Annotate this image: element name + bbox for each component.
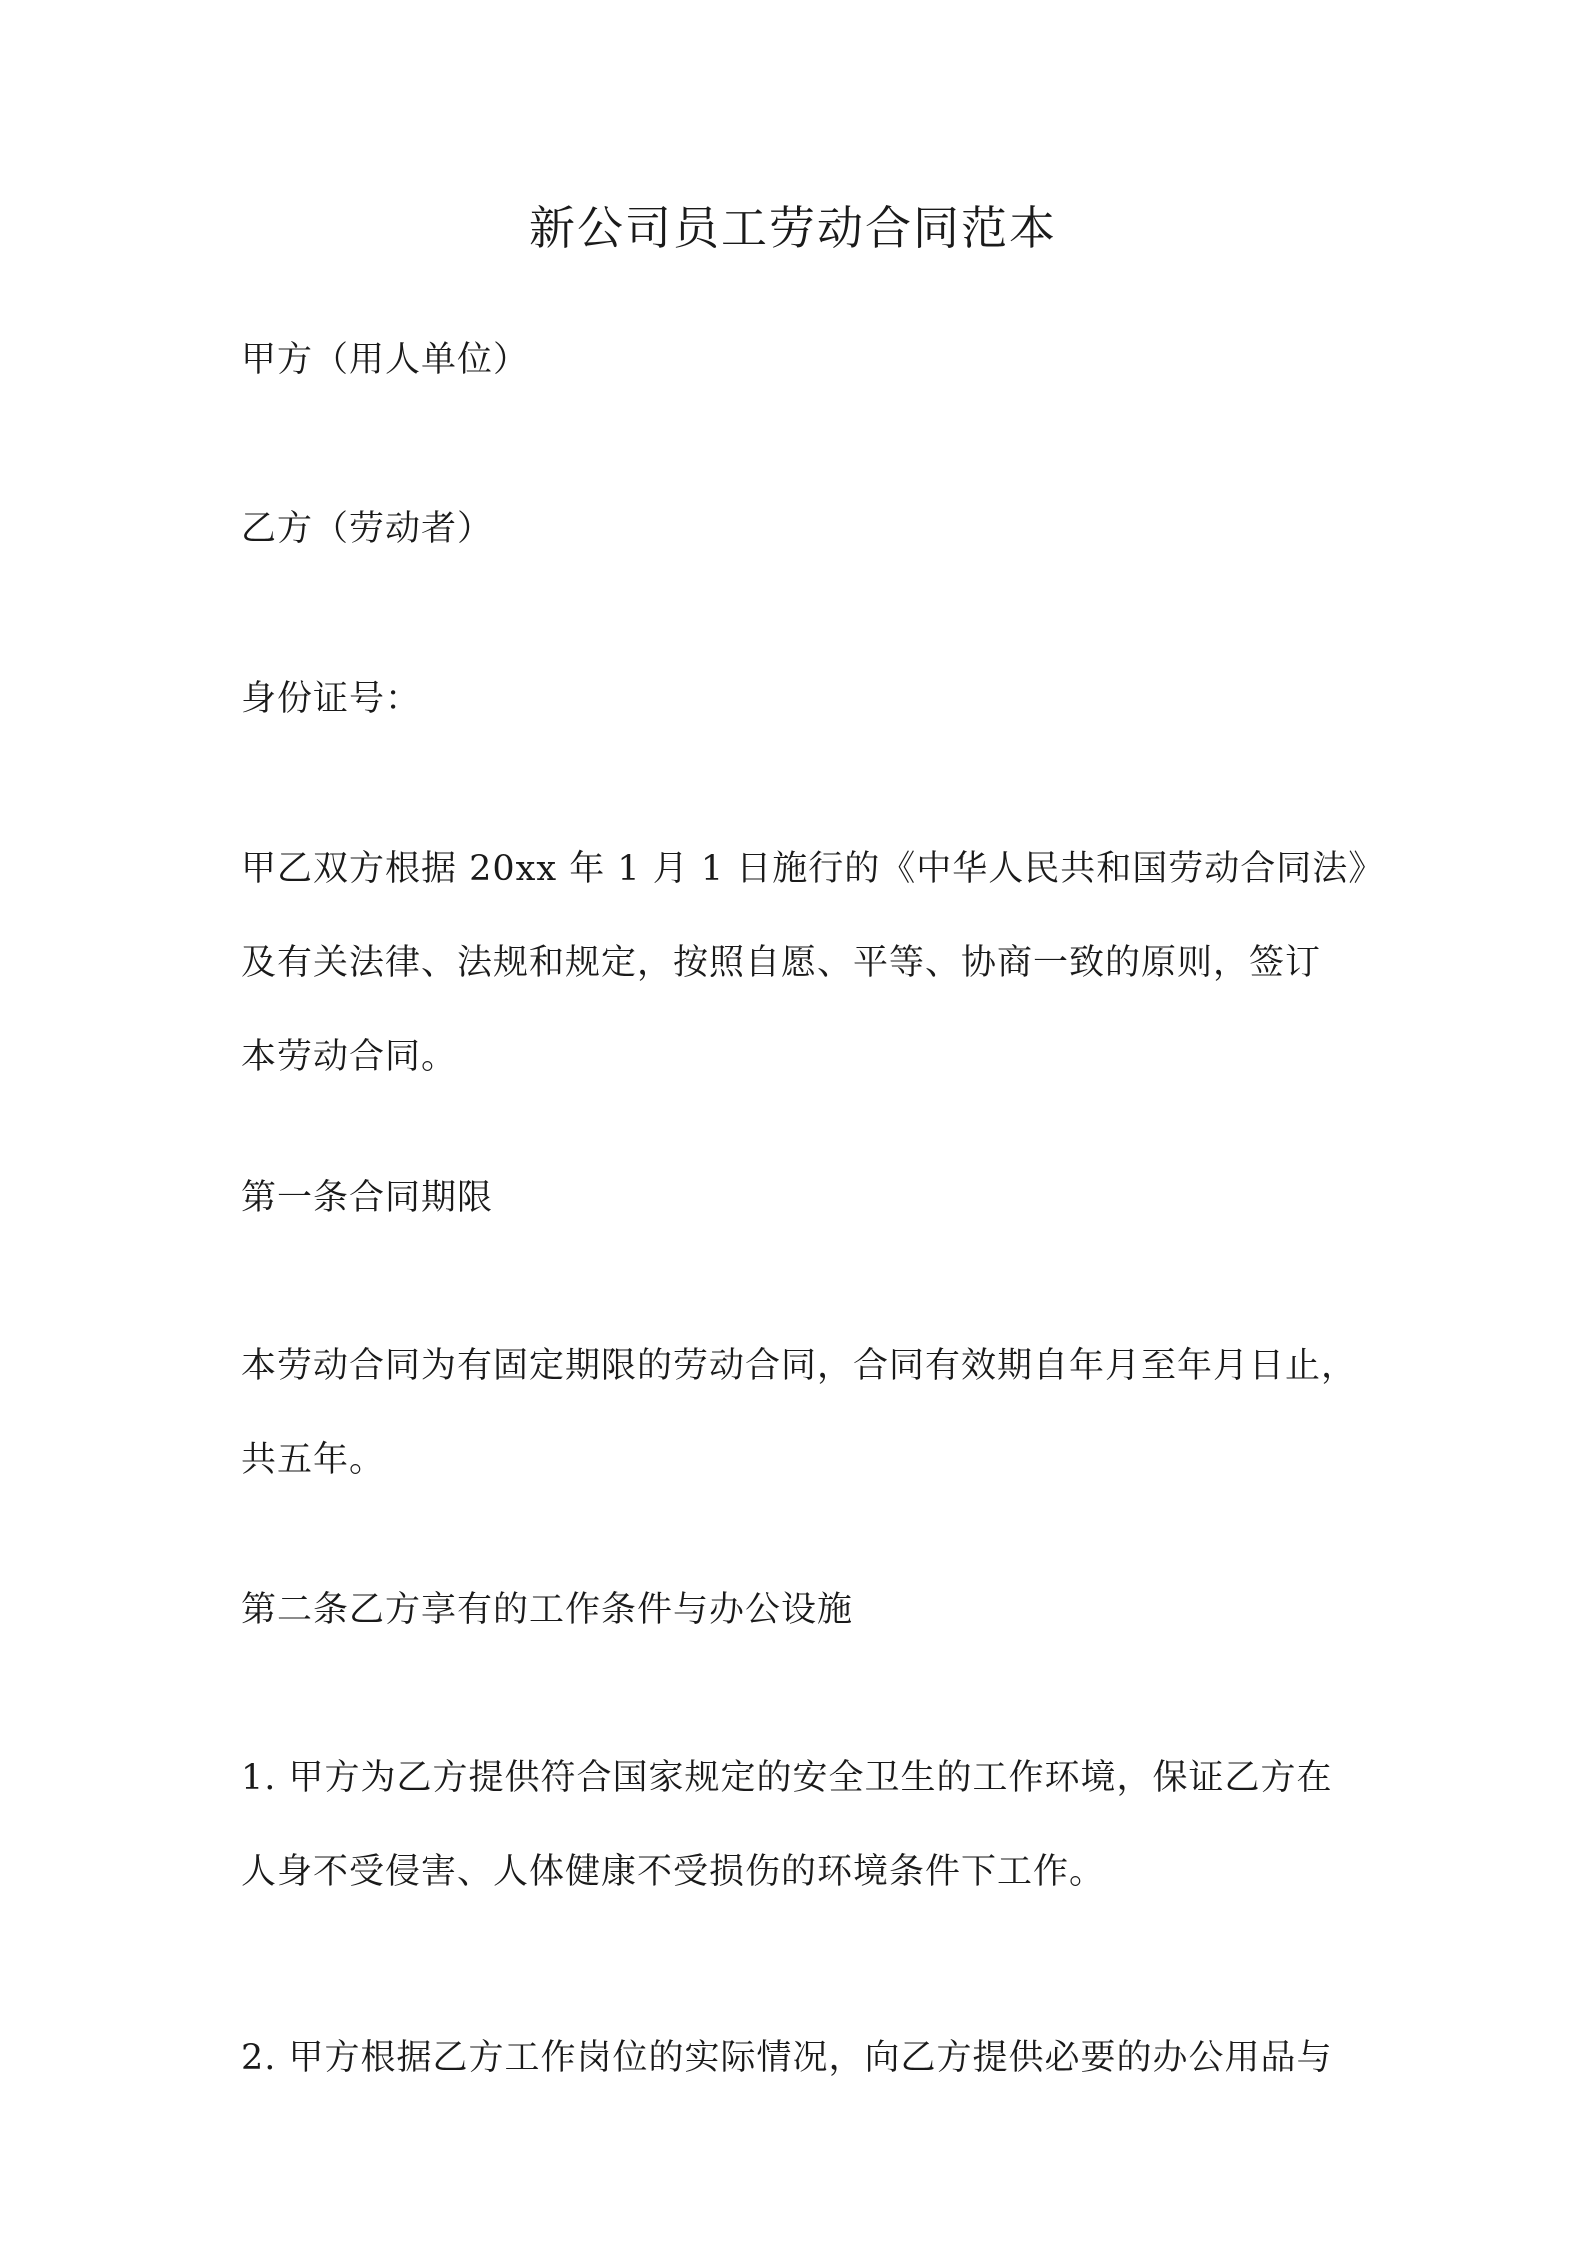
article2-item2-line: 2. 甲方根据乙方工作岗位的实际情况，向乙方提供必要的办公用品与 xyxy=(241,2038,1333,2078)
article2-item1 xyxy=(241,1731,1361,1919)
intro-paragraph xyxy=(241,822,1385,1104)
article2-item1-line: 1. 甲方为乙方提供符合国家规定的安全卫生的工作环境，保证乙方在 xyxy=(241,1758,1333,1798)
article1-line: 共五年。 xyxy=(241,1440,386,1480)
intro-line: 及有关法律、法规和规定，按照自愿、平等、协商一致的原则，签订 xyxy=(241,943,1322,983)
article2-item1-line: 人身不受侵害、人体健康不受损伤的环境条件下工作。 xyxy=(241,1852,1106,1892)
article1-paragraph xyxy=(241,1319,1361,1507)
article1-line: 本劳动合同为有固定期限的劳动合同，合同有效期自年月至年月日止， xyxy=(241,1346,1358,1386)
party-a-label: 甲方（用人单位） xyxy=(241,340,530,380)
article2-item2 xyxy=(241,2011,1361,2105)
party-b-label: 乙方（劳动者） xyxy=(241,509,494,549)
intro-line: 本劳动合同。 xyxy=(241,1037,458,1077)
article2-heading: 第二条乙方享有的工作条件与办公设施 xyxy=(241,1590,854,1630)
article1-heading: 第一条合同期限 xyxy=(241,1178,494,1218)
intro-line: 甲乙双方根据 20xx 年 1 月 1 日施行的《中华人民共和国劳动合同法》 xyxy=(241,849,1385,889)
id-number-label: 身份证号： xyxy=(241,679,422,719)
document-title: 新公司员工劳动合同范本 xyxy=(529,201,1057,255)
